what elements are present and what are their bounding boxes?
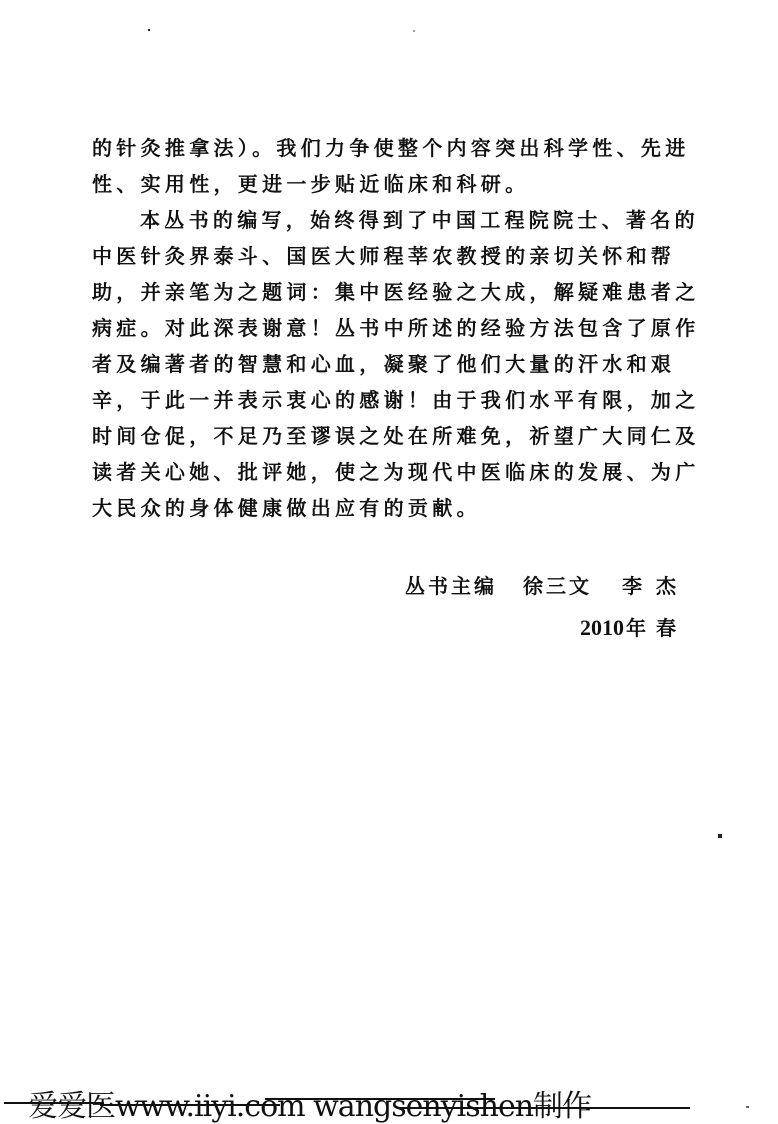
scan-speck (413, 30, 415, 32)
paragraph-1 (92, 130, 690, 202)
signature-block (405, 565, 676, 649)
text-line: 者及编著者的智慧和心血，凝聚了他们大量的汗水和艰 (92, 352, 676, 376)
scan-speck (148, 29, 150, 31)
editor-name-2-char1: 李 (622, 574, 642, 598)
editor-name-2-char2: 杰 (656, 574, 676, 598)
text-line: 读者关心她、批评她，使之为现代中医临床的发展、为广 (92, 460, 700, 484)
text-line: 时间仓促，不足乃至谬误之处在所难免，祈望广大同仁及 (92, 424, 700, 448)
signature-editors (405, 565, 676, 607)
preface-body (92, 130, 700, 526)
editor-name-1: 徐三文 (523, 574, 592, 598)
text-line: 辛，于此一并表示衷心的感谢！由于我们水平有限，加之 (92, 388, 700, 412)
signature-role: 丛书主编 (405, 574, 497, 598)
scan-speck (746, 1106, 749, 1108)
text-line: 的针灸推拿法）。我们力争使整个内容突出科学性、先进 (92, 136, 690, 160)
date-year-unit: 年 (626, 616, 646, 640)
text-line: 中医针灸界泰斗、国医大师程莘农教授的亲切关怀和帮 (92, 244, 676, 268)
watermark-text: 爱爱医www.iiyi.com wangsenyishen制作 (28, 1089, 592, 1124)
watermark-footer (0, 1089, 778, 1124)
text-line: 大民众的身体健康做出应有的贡献。 (92, 496, 481, 520)
text-line: 病症。对此深表谢意！丛书中所述的经验方法包含了原作 (92, 316, 700, 340)
text-line: 本丛书的编写，始终得到了中国工程院院士、著名的 (140, 208, 699, 232)
date-season: 春 (656, 616, 676, 640)
date-year: 2010 (580, 615, 624, 640)
scan-speck (718, 834, 722, 838)
text-line: 性、实用性，更进一步贴近临床和科研。 (92, 172, 530, 196)
signature-date (405, 607, 676, 649)
paragraph-2 (92, 202, 700, 526)
text-line: 助，并亲笔为之题词：集中医经验之大成，解疑难患者之 (92, 280, 700, 304)
